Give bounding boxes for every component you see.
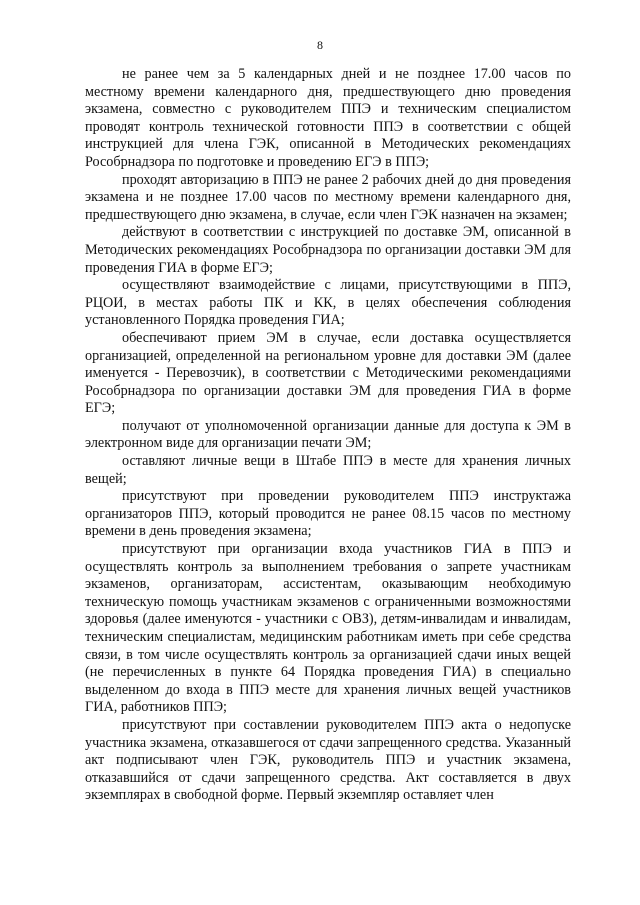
page-number: 8	[317, 38, 323, 52]
paragraph-access-data: получают от уполномоченной организации данные для доступа к ЭМ в электронном виде для организации печати ЭМ;	[85, 417, 571, 452]
paragraph-personal-items: оставляют личные вещи в Штабе ППЭ в месте для хранения личных вещей;	[85, 453, 571, 487]
paragraph-non-admission-act: присутствуют при составлении руководителем ППЭ акта о недопуске участника экзамена, отказавшегося от сдачи запрещенного средства. Указанный акт подписывают член ГЭК, руководитель ППЭ и участник экзамена, отказавшийся от сдачи запрещенного средства. Акт составляется в двух экземплярах в свободной форме. Первый экземпляр оставляет член	[85, 716, 571, 804]
document-body	[85, 66, 571, 805]
paragraph-authorization: проходят авторизацию в ППЭ не ранее 2 рабочих дней до дня проведения экзамена и не позднее 17.00 часов по местному времени календарного дня, предшествующего дню экзамена, в случае, если член ГЭК назначен на экзамен;	[85, 171, 571, 223]
paragraph-tech-readiness: не ранее чем за 5 календарных дней и не позднее 17.00 часов по местному времени календарного дня, предшествующего дню проведения экзамена, совместно с руководителем ППЭ и техническим специалистом проводят контроль технической готовности ППЭ в соответствии с общей инструкцией для члена ГЭК, описанной в Методических рекомендациях Рособрнадзора по подготовке и проведению ЕГЭ в ППЭ;	[85, 66, 571, 170]
paragraph-entry-control: присутствуют при организации входа участников ГИА в ППЭ и осуществлять контроль за выполнением требования о запрете участникам экзаменов, организаторам, ассистентам, оказывающим необходимую техническую помощь участникам экзаменов с ограниченными возможностями здоровья (далее именуются - участники с ОВЗ), детям-инвалидам и инвалидам, техническим специалистам, медицинским работникам иметь при себе средства связи, в том числе осуществлять контроль за организацией сдачи иных вещей (не перечисленных в пункте 64 Порядка проведения ГИА) в специально выделенном до входа в ППЭ месте для хранения личных вещей участников ГИА, работников ППЭ;	[85, 541, 571, 716]
paragraph-briefing: присутствуют при проведении руководителем ППЭ инструктажа организаторов ППЭ, который проводится не ранее 08.15 часов по местному времени в день проведения экзамена;	[85, 488, 571, 540]
paragraph-em-reception: обеспечивают прием ЭМ в случае, если доставка осуществляется организацией, определенной на региональном уровне для доставки ЭМ (далее именуется - Перевозчик), в соответствии с Методическими рекомендациями Рособрнадзора по организации доставки ЭМ для проведения ГИА в форме ЕГЭ;	[85, 329, 571, 417]
paragraph-delivery-instruction: действуют в соответствии с инструкцией по доставке ЭМ, описанной в Методических рекомендациях Рособрнадзора по организации доставки ЭМ для проведения ГИА в форме ЕГЭ;	[85, 224, 571, 276]
paragraph-interaction: осуществляют взаимодействие с лицами, присутствующими в ППЭ, РЦОИ, в местах работы ПК и КК, в целях обеспечения соблюдения установленного Порядка проведения ГИА;	[85, 277, 571, 329]
